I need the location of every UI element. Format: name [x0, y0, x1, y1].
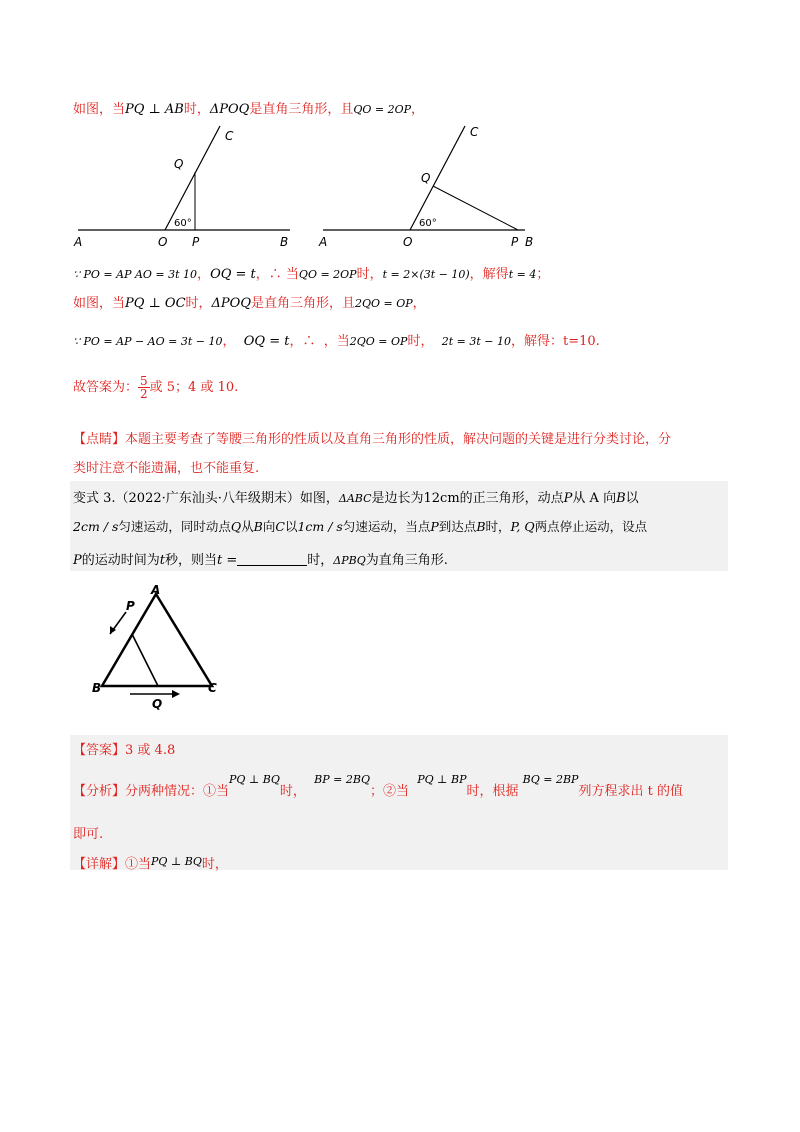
- ray-oc: [165, 126, 220, 230]
- problem-line-1: 变式 3.（2022·广东汕头·八年级期末）如图，ΔABC是边长为12cm的正三角形，动点P从 A 向B以: [73, 491, 639, 506]
- label-p: P: [511, 235, 519, 249]
- solution-line-4: ∵ PO = AP − AO = 3t − 10， OQ = t，∴ ，当2QO = OP时， 2t = 3t − 10，解得：t=10.: [73, 334, 600, 349]
- figure-3: [88, 582, 238, 712]
- label-angle: 60°: [174, 218, 192, 229]
- label-o: O: [158, 235, 168, 249]
- arrow-q-head: [172, 690, 180, 698]
- triangle-abc: [102, 594, 212, 686]
- label-o: O: [403, 235, 413, 249]
- label-q: Q: [174, 157, 184, 171]
- label-c: C: [470, 125, 479, 139]
- analysis-line-2: 即可.: [73, 827, 104, 842]
- review-line-1: 【点睛】本题主要考查了等腰三角形的性质以及直角三角形的性质，解决问题的关键是进行分类讨论，分: [73, 432, 672, 447]
- label-q: Q: [152, 697, 163, 711]
- label-b: B: [280, 235, 289, 249]
- label-a: A: [151, 583, 161, 597]
- label-b: B: [92, 681, 102, 695]
- solution-line-1: 如图，当PQ ⊥ AB时，ΔPOQ是直角三角形，且QO = 2OP，: [73, 102, 425, 117]
- segment-pq: [132, 634, 158, 686]
- label-c: C: [208, 681, 217, 695]
- label-p: P: [192, 235, 200, 249]
- review-line-2: 类时注意不能遗漏，也不能重复.: [73, 461, 260, 476]
- problem-line-2: 2cm / s匀速运动，同时动点Q从B向C以1cm / s匀速运动，当点P到达点B时，P, Q两点停止运动，设点: [73, 519, 648, 534]
- label-p: P: [126, 599, 135, 613]
- label-c: C: [225, 129, 234, 143]
- label-a: A: [74, 235, 83, 249]
- label-b: B: [525, 235, 534, 249]
- ray-oc: [410, 126, 465, 230]
- problem-line-3: P的运动时间为t秒，则当t = 时，ΔPBQ为直角三角形.: [73, 553, 448, 568]
- figure-1: [70, 118, 300, 258]
- solution-line-3: 如图，当PQ ⊥ OC时，ΔPOQ是直角三角形，且2QO = OP，: [73, 296, 426, 311]
- label-a: A: [319, 235, 328, 249]
- figure-2: [315, 118, 540, 258]
- answer-blank[interactable]: [237, 553, 307, 566]
- segment-pq: [433, 186, 518, 230]
- detail-line: 【详解】①当$^{PQ \perp BQ}$时，: [73, 855, 228, 872]
- analysis-line-1: 【分析】分两种情况：①当$^{PQ \perp BQ}$时， $^{BP = 2BQ}$；②当 $^{PQ \perp BP}$时，根据 $^{BQ = 2BP}$列方程求出 t 的值: [73, 773, 683, 799]
- label-angle: 60°: [419, 218, 437, 229]
- label-q: Q: [421, 171, 431, 185]
- solution-line-2: ∵ PO = AP AO = 3t 10，OQ = t，∴ 当QO = 2OP时，t = 2×(3t − 10)，解得t = 4；: [73, 267, 550, 282]
- fraction: $\frac{5}{2}$: [140, 374, 148, 401]
- answer-line: 【答案】3 或 4.8: [73, 743, 176, 758]
- answer-summary: 故答案为： $\frac{5}{2}$ 或 5；4 或 10.: [73, 374, 239, 401]
